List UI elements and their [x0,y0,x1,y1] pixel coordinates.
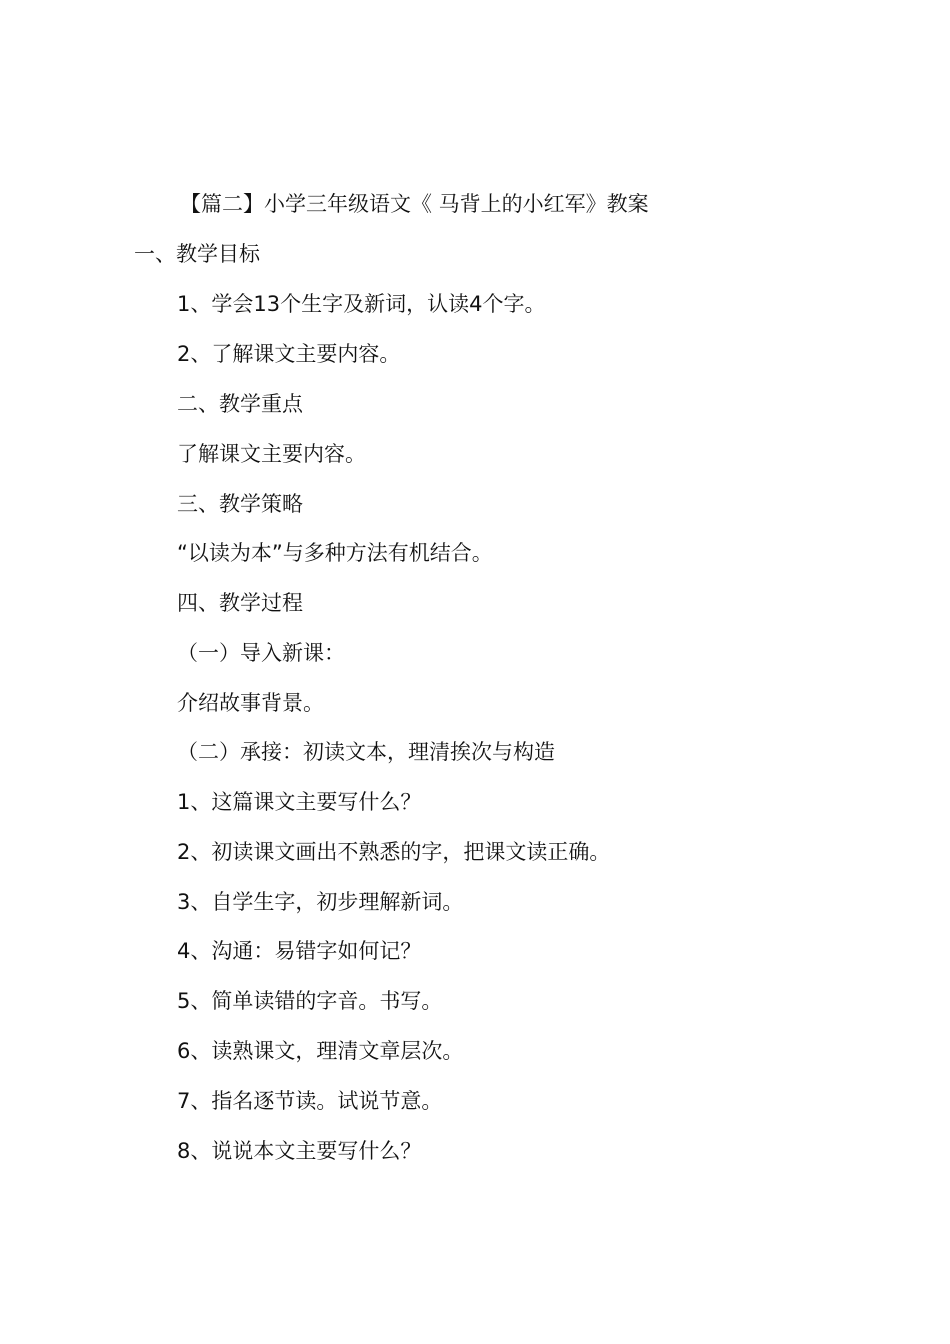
section-heading-objectives: 一、教学目标 [134,242,260,266]
list-item: 4、沟通：易错字如何记？ [177,939,422,963]
list-item: 7、指名逐节读。试说节意。 [177,1089,443,1113]
paragraph-line: 了解课文主要内容。 [177,442,366,466]
list-item: 8、说说本文主要写什么？ [177,1139,422,1163]
subsection-heading: （二）承接：初读文本，理清挨次与构造 [177,740,555,764]
document-title: 【篇二】小学三年级语文《 马背上的小红军》教案 [180,192,649,216]
list-item: 3、自学生字，初步理解新词。 [177,890,464,914]
paragraph-line: 1、学会13个生字及新词，认读4个字。 [177,292,546,316]
subsection-heading: （一）导入新课： [177,641,345,665]
paragraph-line: “以读为本”与多种方法有机结合。 [177,541,493,565]
list-item: 1、这篇课文主要写什么？ [177,790,422,814]
paragraph-line: 2、了解课文主要内容。 [177,342,401,366]
section-heading-process: 四、教学过程 [177,591,303,615]
list-item: 6、读熟课文，理清文章层次。 [177,1039,464,1063]
list-item: 5、简单读错的字音。书写。 [177,989,443,1013]
section-heading-strategy: 三、教学策略 [177,492,303,516]
list-item: 2、初读课文画出不熟悉的字，把课文读正确。 [177,840,611,864]
section-heading-key-points: 二、教学重点 [177,392,303,416]
paragraph-line: 介绍故事背景。 [177,691,324,715]
